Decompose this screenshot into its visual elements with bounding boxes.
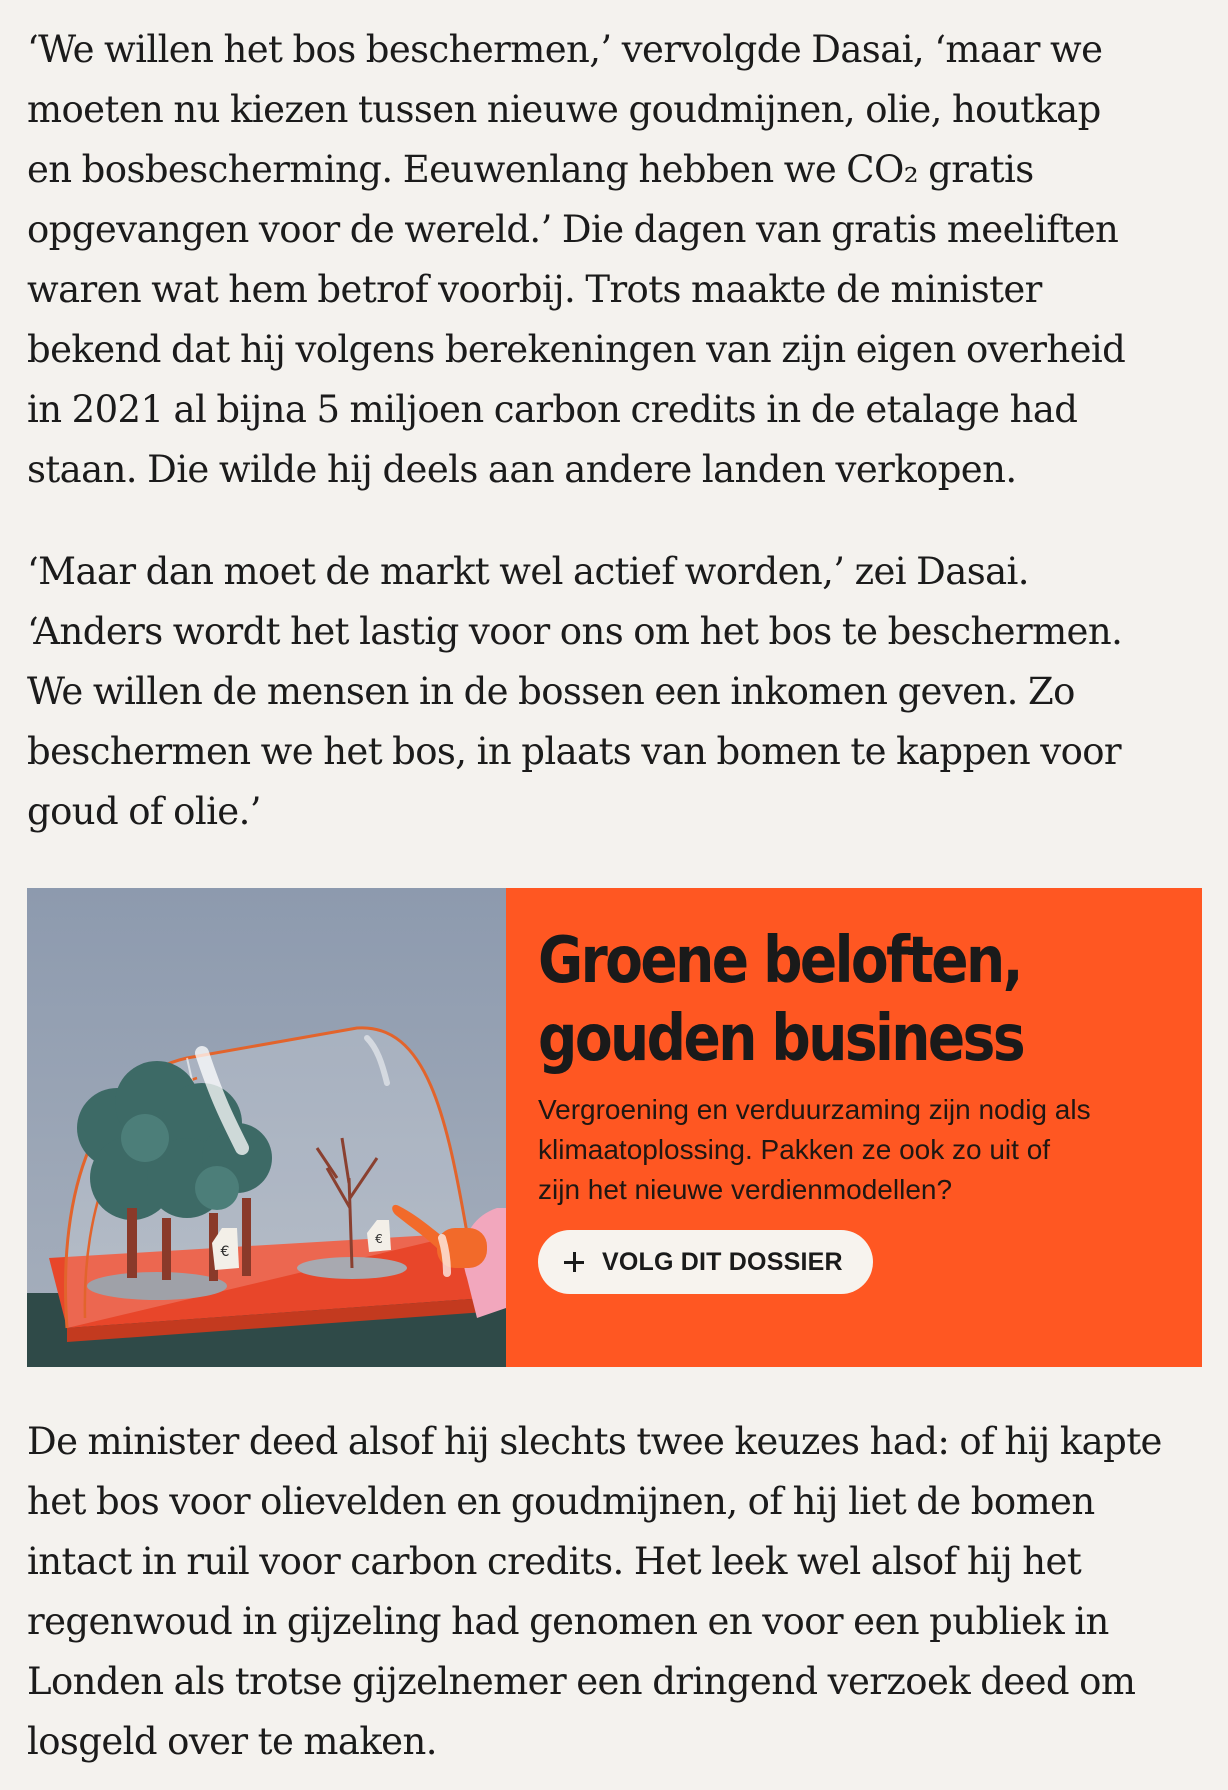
dossier-description bbox=[538, 1090, 1202, 1210]
dossier-text-panel bbox=[506, 888, 1202, 1367]
follow-dossier-label: VOLG DIT DOSSIER bbox=[602, 1247, 843, 1276]
follow-dossier-button[interactable] bbox=[538, 1230, 873, 1294]
paragraph-line: het bos voor olievelden en goudmijnen, of hij liet de bomen bbox=[27, 1480, 1095, 1523]
dossier-description-line: klimaatoplossing. Pakken ze ook zo uit of bbox=[538, 1134, 1051, 1165]
dossier-description-line: zijn het nieuwe verdienmodellen? bbox=[538, 1174, 953, 1205]
svg-text:€: € bbox=[375, 1232, 383, 1246]
dossier-title-line: Groene beloften, bbox=[538, 924, 1021, 998]
article-paragraph bbox=[27, 1412, 1207, 1772]
dossier-title[interactable] bbox=[538, 922, 1157, 1078]
paragraph-line: De minister deed alsof hij slechts twee keuzes had: of hij kapte bbox=[27, 1420, 1162, 1463]
paragraph-line: moeten nu kiezen tussen nieuwe goudmijnen, olie, houtkap bbox=[27, 88, 1101, 131]
paragraph-line: losgeld over te maken. bbox=[27, 1720, 437, 1763]
paragraph-line: opgevangen voor de wereld.’ Die dagen van gratis meeliften bbox=[27, 208, 1119, 251]
paragraph-line: goud of olie.’ bbox=[27, 790, 261, 833]
paragraph-line: en bosbescherming. Eeuwenlang hebben we CO₂ gratis bbox=[27, 148, 1034, 191]
dossier-illustration[interactable] bbox=[27, 888, 506, 1367]
article-paragraph bbox=[27, 542, 1207, 842]
paragraph-line: in 2021 al bijna 5 miljoen carbon credits in de etalage had bbox=[27, 388, 1078, 431]
paragraph-line: beschermen we het bos, in plaats van bomen te kappen voor bbox=[27, 730, 1122, 773]
dossier-title-line: gouden business bbox=[538, 1002, 1024, 1076]
greenhouse-illustration bbox=[27, 888, 506, 1367]
paragraph-line: staan. Die wilde hij deels aan andere landen verkopen. bbox=[27, 448, 1017, 491]
paragraph-line: bekend dat hij volgens berekeningen van zijn eigen overheid bbox=[27, 328, 1126, 371]
paragraph-line: regenwoud in gijzeling had genomen en voor een publiek in bbox=[27, 1600, 1109, 1643]
paragraph-line: ‘We willen het bos beschermen,’ vervolgde Dasai, ‘maar we bbox=[27, 28, 1103, 71]
svg-text:€: € bbox=[220, 1244, 230, 1260]
paragraph-line: ‘Maar dan moet de markt wel actief worden,’ zei Dasai. bbox=[27, 550, 1029, 593]
paragraph-line: intact in ruil voor carbon credits. Het leek wel alsof hij het bbox=[27, 1540, 1082, 1583]
paragraph-line: We willen de mensen in de bossen een inkomen geven. Zo bbox=[27, 670, 1075, 713]
dossier-promo-card[interactable] bbox=[27, 888, 1202, 1367]
plus-icon bbox=[564, 1252, 584, 1272]
dossier-description-line: Vergroening en verduurzaming zijn nodig als bbox=[538, 1094, 1091, 1125]
article-paragraph bbox=[27, 20, 1207, 500]
paragraph-line: waren wat hem betrof voorbij. Trots maakte de minister bbox=[27, 268, 1042, 311]
paragraph-line: ‘Anders wordt het lastig voor ons om het bos te beschermen. bbox=[27, 610, 1123, 653]
paragraph-line: Londen als trotse gijzelnemer een dringend verzoek deed om bbox=[27, 1660, 1136, 1703]
